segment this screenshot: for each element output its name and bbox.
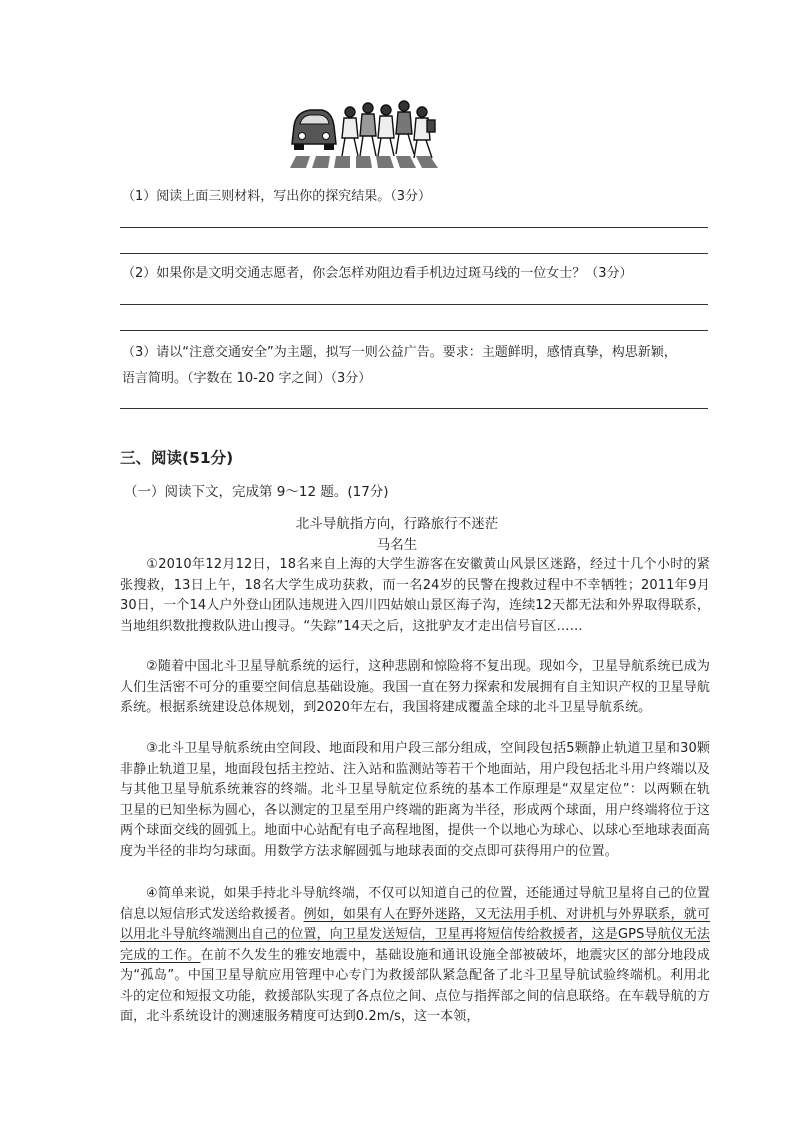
- answer-line-1a[interactable]: [120, 227, 708, 228]
- question-3-line1: （3）请以“注意交通安全”为主题，拟写一则公益广告。要求：主题鲜明，感情真挚，构思新颖，: [122, 345, 677, 360]
- paragraph-3-text: ③北斗卫星导航系统由空间段、地面段和用户段三部分组成，空间段包括5颗静止轨道卫星和30颗非静止轨道卫星，地面段包括主控站、注入站和监测站等若干个地面站，用户段包括北斗用户终端以及与其他卫星导航系统兼容的终端。北斗卫星导航定位系统的基本工作原理是“双星定位”：以两颗在轨卫星的已知坐标为圆心，各以测定的卫星至用户终端的距离为半径，形成两个球面，用户终端将位于这两个球面交线的圆弧上。地面中心站配有电子高程地图，提供一个以地心为球心、以球心至地球表面高度为半径的非均匀球面。用数学方法求解圆弧与地球表面的交点即可获得用户的位置。: [120, 741, 710, 859]
- answer-line-3[interactable]: [120, 408, 708, 409]
- section-subheading: （一）阅读下文，完成第 9～12 题。(17分): [124, 484, 389, 500]
- article-author: 马名生: [376, 537, 418, 553]
- answer-line-2b[interactable]: [120, 330, 708, 331]
- paragraph-2-text: ②随着中国北斗卫星导航系统的运行，这种悲剧和惊险将不复出现。现如今，卫星导航系统已成为人们生活密不可分的重要空间信息基础设施。我国一直在努力探索和发展拥有自主知识产权的卫星导航系统。根据系统建设总体规划，到2020年左右，我国将建成覆盖全球的北斗卫星导航系统。: [120, 659, 710, 715]
- paragraph-4-underlined: 例如，如果有人在野外迷路，又无法用手机、对讲机与外界联系，就可以用北斗导航终端测出自己的位置，向卫星发送短信，卫星再将短信传给救援者，这是GPS导航仪无法完成的工作。: [120, 906, 710, 963]
- section-heading: 三、阅读(51分): [120, 449, 234, 467]
- paragraph-4-text-a: ④简单来说，如果手持北斗导航终端，不仅可以知道自己的位置，还能通过导航卫星将自己的位置信息以短信形式发送给救援者。: [120, 886, 710, 922]
- question-1: （1）阅读上面三则材料，写出你的探究结果。（3分）: [122, 189, 432, 204]
- crosswalk-illustration: [288, 98, 438, 170]
- answer-line-2a[interactable]: [120, 304, 708, 305]
- article-title: 北斗导航指方向，行路旅行不迷茫: [295, 516, 499, 532]
- paragraph-2: [120, 657, 710, 719]
- question-3-line2: 语言简明。（字数在 10-20 字之间）（3分）: [122, 371, 372, 386]
- answer-line-1b[interactable]: [120, 253, 708, 254]
- paragraph-4-text-b: 在前不久发生的雅安地震中，基础设施和通讯设施全部被破坏，地震灾区的部分地段成为“孤岛”。中国卫星导航应用管理中心专门为救援部队紧急配备了北斗卫星导航试验终端机。利用北斗的定位和短报文功能，救援部队实现了各点位之间、点位与指挥部之间的信息联络。在车载导航的方面，北斗系统设计的测速服务精度可达到0.2m/s，这一本领，: [120, 947, 710, 1024]
- paragraph-1-text: ①2010年12月12日，18名来自上海的大学生游客在安徽黄山风景区迷路，经过十几个小时的紧张搜救，13日上午，18名大学生成功获救，而一名24岁的民警在搜救过程中不幸牺牲；2011年9月30日，一个14人户外登山团队违规进入四川四姑娘山景区海子沟，连续12天都无法和外界取得联系，当地组织数批搜救队进山搜寻。“失踪”14天之后，这批驴友才走出信号盲区……: [120, 557, 710, 634]
- paragraph-3: [120, 739, 710, 862]
- paragraph-1: [120, 555, 710, 637]
- question-2: （2）如果你是文明交通志愿者，你会怎样劝阻边看手机边过斑马线的一位女士？（3分）: [122, 266, 633, 281]
- paragraph-4: [120, 884, 710, 1028]
